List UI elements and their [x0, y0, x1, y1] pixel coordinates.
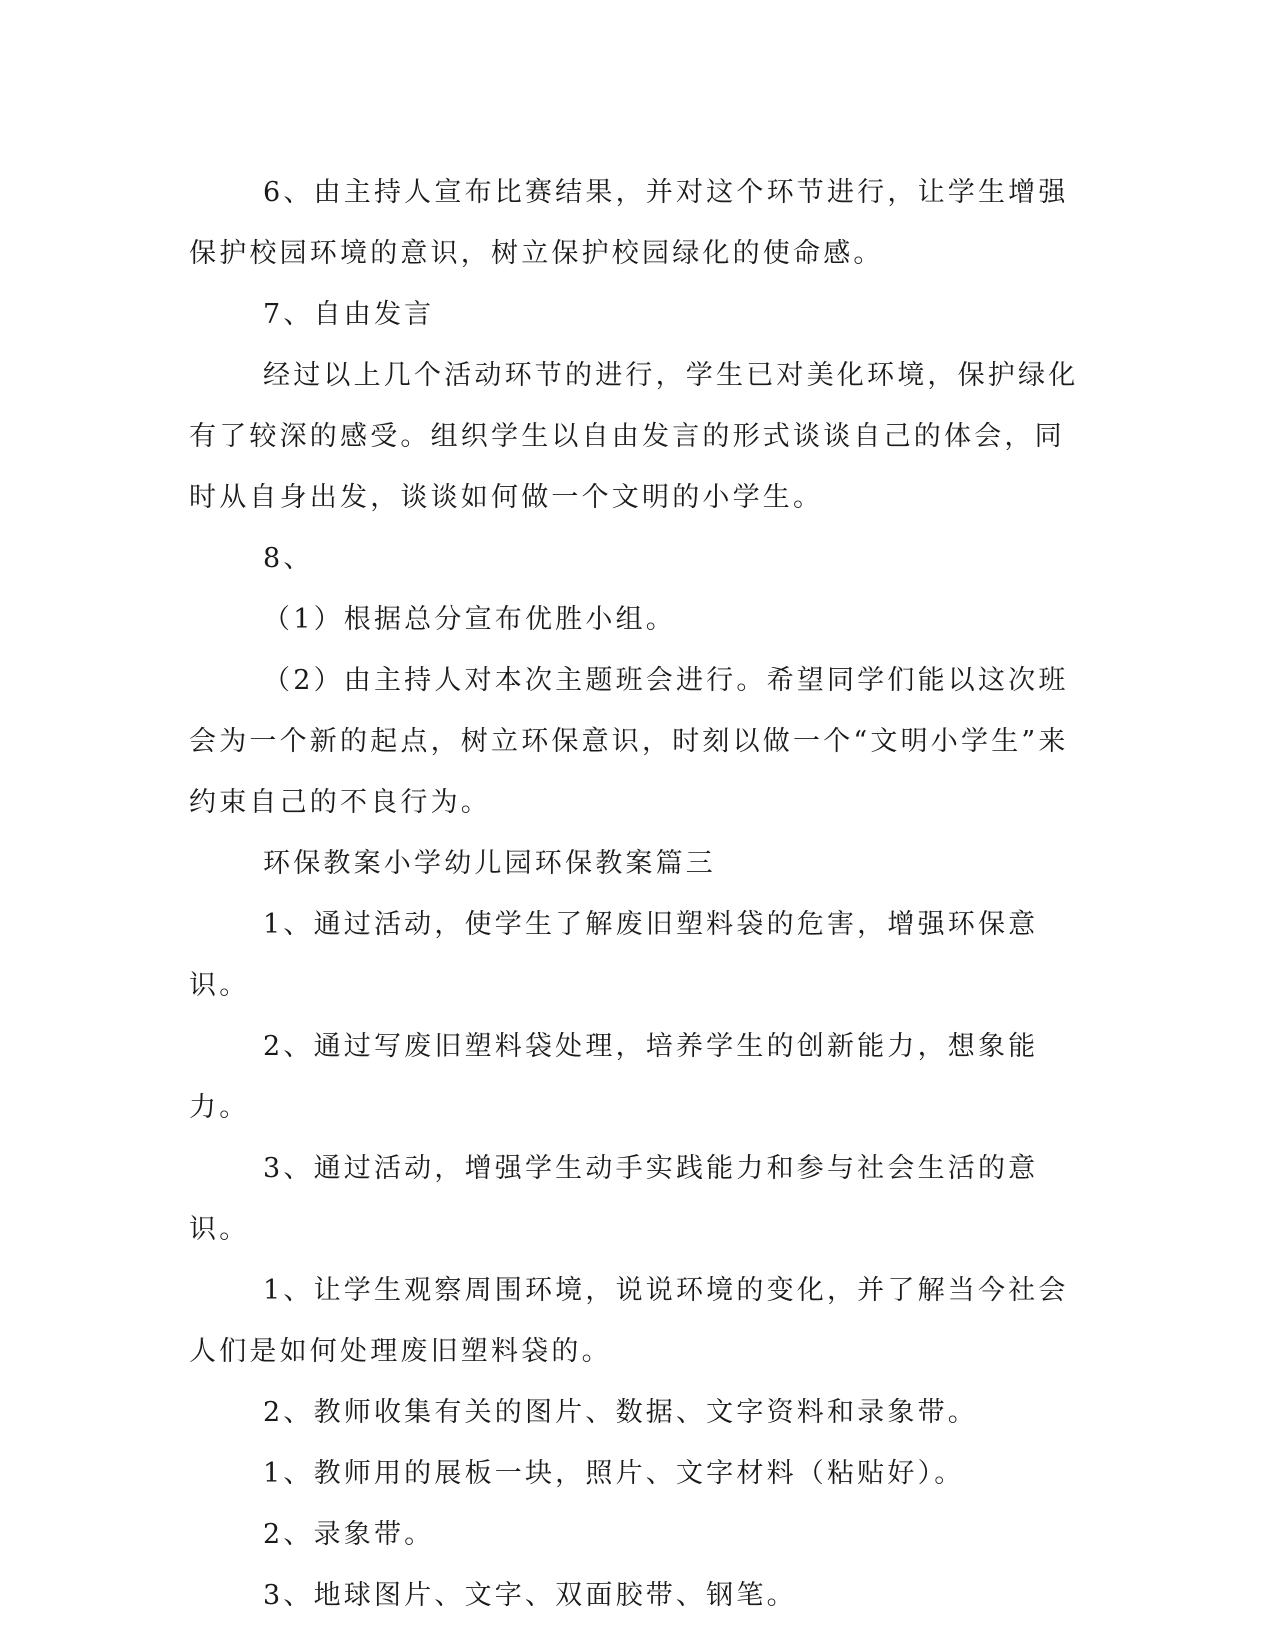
material-item-1: 1、教师用的展板一块，照片、文字材料（粘贴好）。 [263, 1458, 965, 1489]
section-heading-part-3: 环保教案小学幼儿园环保教案篇三 [263, 848, 716, 879]
goal-item-1: 1、通过活动，使学生了解废旧塑料袋的危害，增强环保意识。 [189, 909, 1039, 1001]
goal-item-3: 3、通过活动，增强学生动手实践能力和参与社会生活的意识。 [189, 1153, 1039, 1245]
document-body [189, 162, 1079, 1626]
prep-item-1: 1、让学生观察周围环境，说说环境的变化，并了解当今社会人们是如何处理废旧塑料袋的。 [189, 1275, 1069, 1367]
paragraph-step-7-heading: 7、自由发言 [263, 299, 435, 330]
paragraph-step-8-heading: 8、 [263, 543, 314, 574]
prep-item-2: 2、教师收集有关的图片、数据、文字资料和录象带。 [263, 1397, 978, 1428]
paragraph-step-8-2: （2）由主持人对本次主题班会进行。希望同学们能以这次班会为一个新的起点，树立环保意识，时刻以做一个“文明小学生”来约束自己的不良行为。 [189, 665, 1069, 818]
material-item-2: 2、录象带。 [263, 1519, 435, 1550]
material-item-3: 3、地球图片、文字、双面胶带、钢笔。 [263, 1580, 797, 1611]
goal-item-2: 2、通过写废旧塑料袋处理，培养学生的创新能力，想象能力。 [189, 1031, 1039, 1123]
paragraph-free-speech: 经过以上几个活动环节的进行，学生已对美化环境，保护绿化有了较深的感受。组织学生以自由发言的形式谈谈自己的体会，同时从自身出发，谈谈如何做一个文明的小学生。 [189, 360, 1079, 513]
paragraph-step-8-1: （1）根据总分宣布优胜小组。 [263, 604, 676, 635]
paragraph-step-6: 6、由主持人宣布比赛结果，并对这个环节进行，让学生增强保护校园环境的意识，树立保护校园绿化的使命感。 [189, 177, 1069, 269]
